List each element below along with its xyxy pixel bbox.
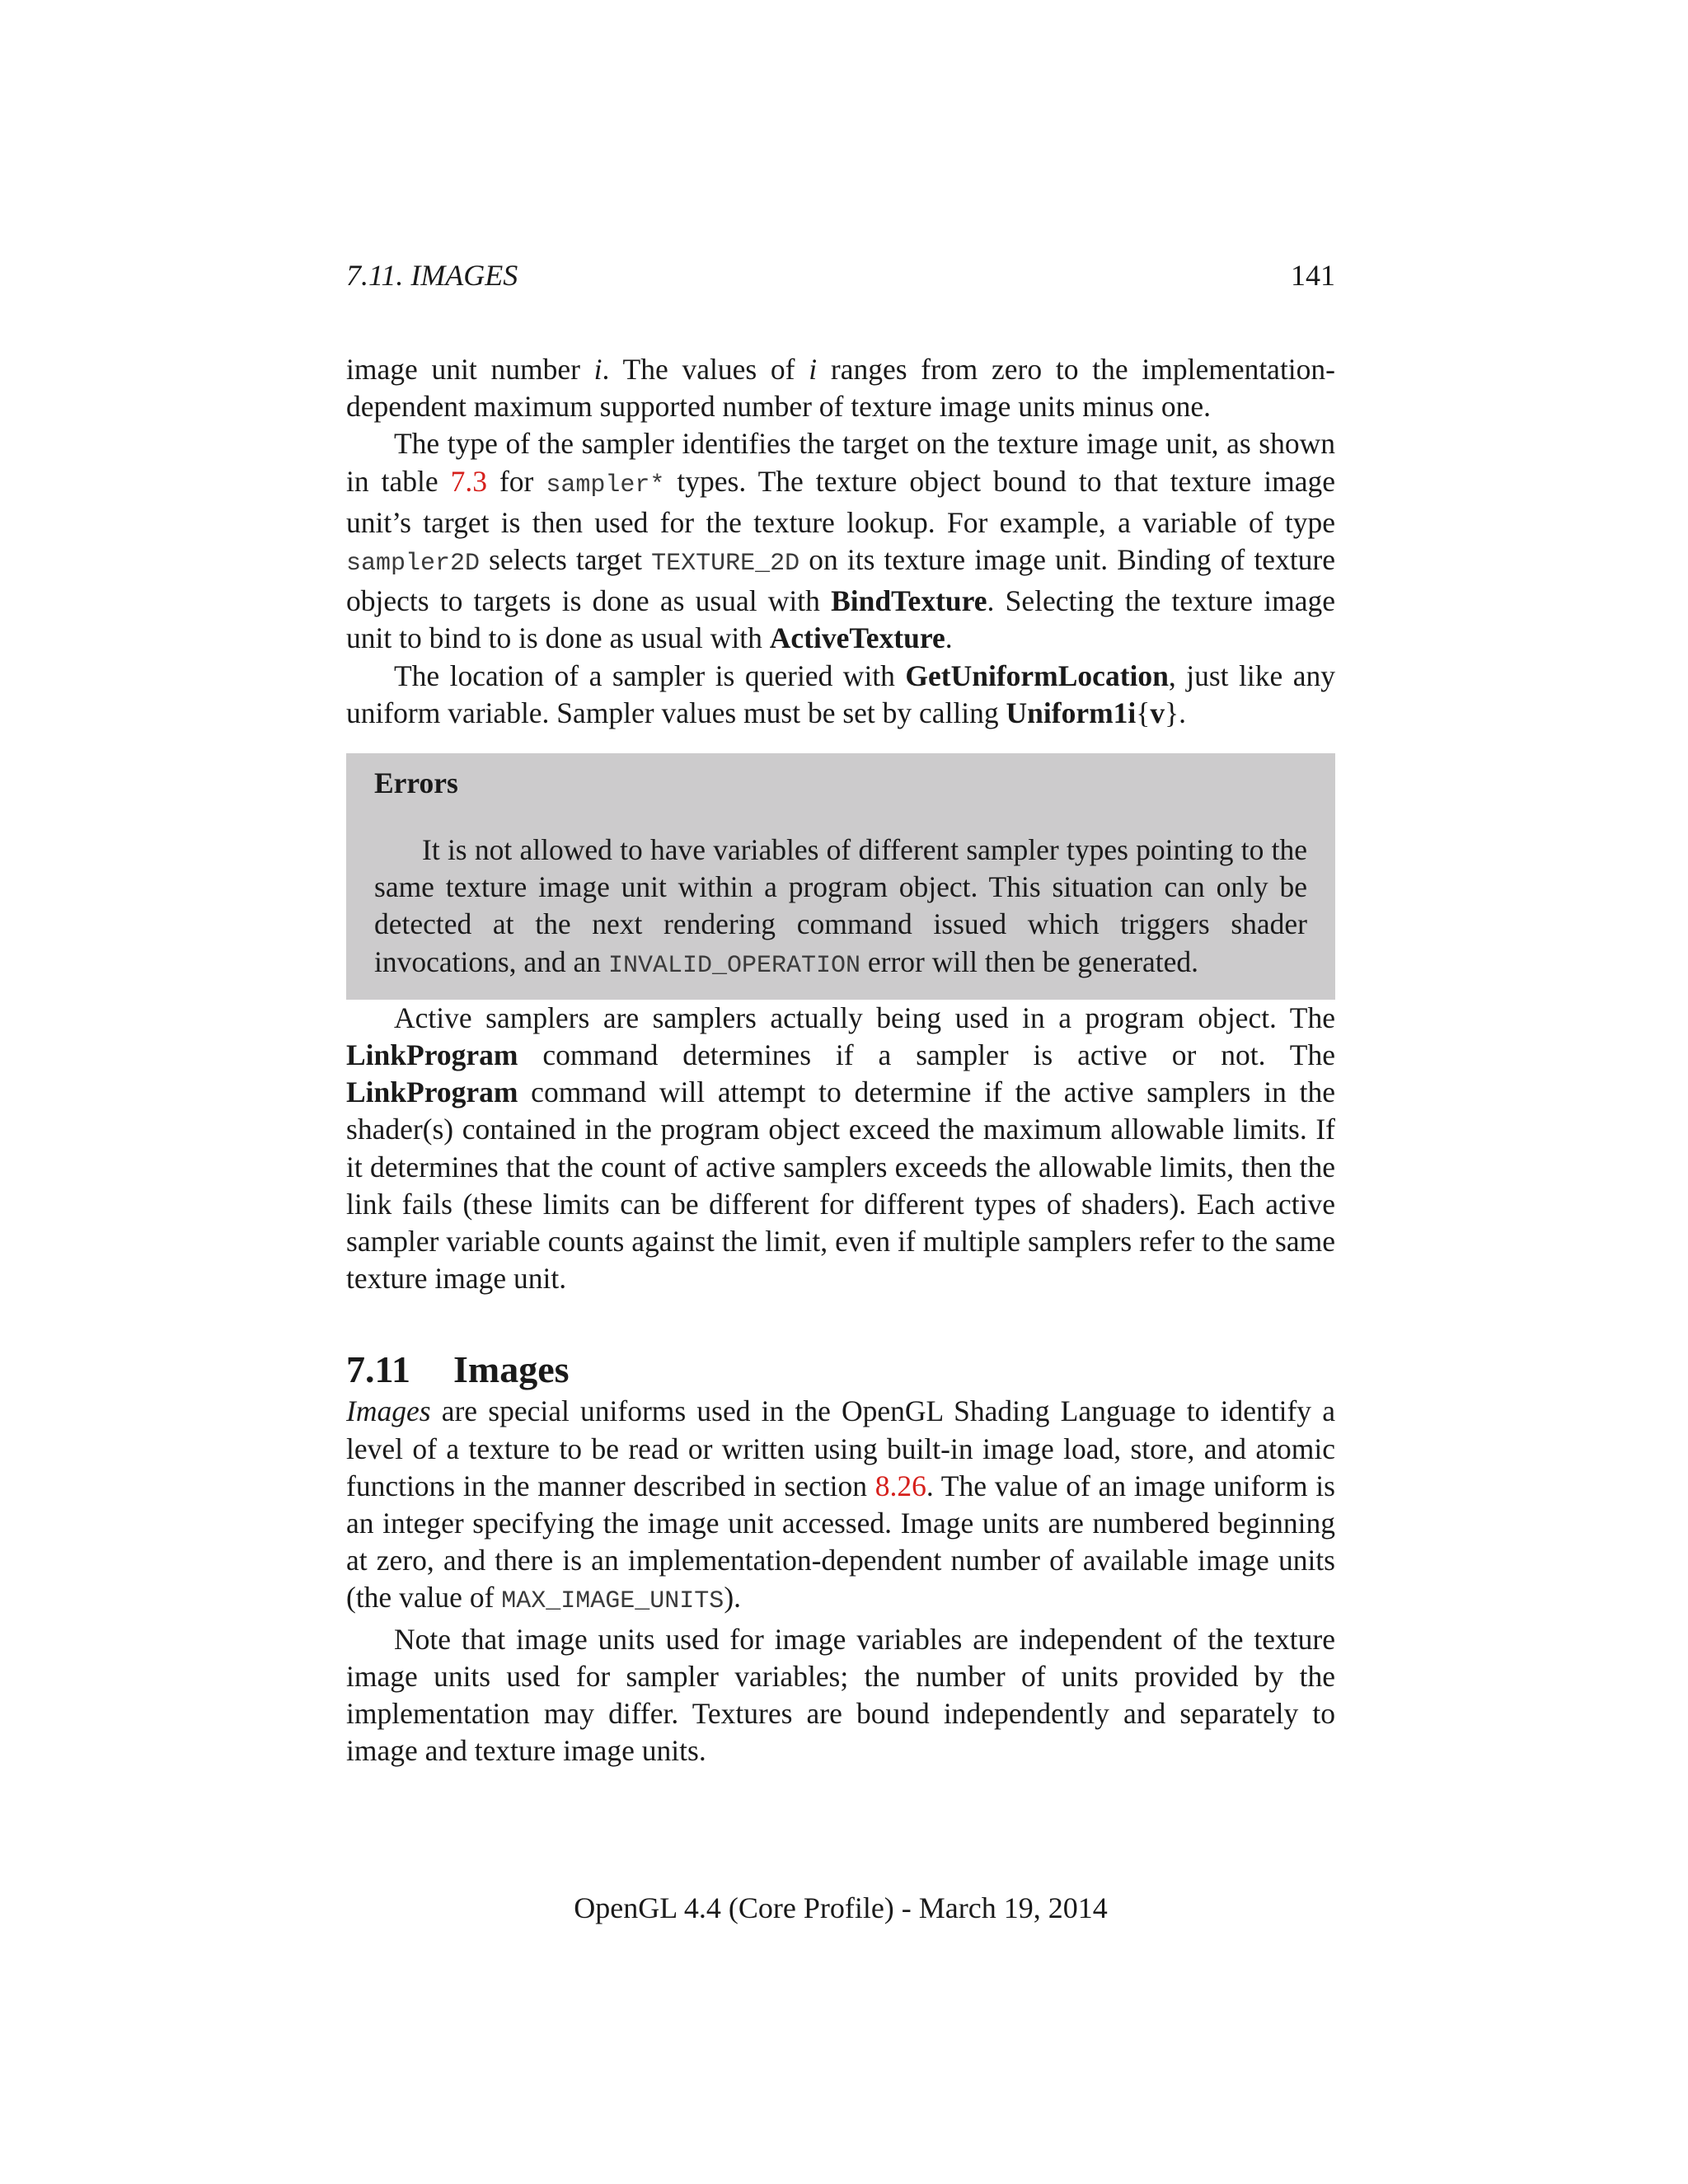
- section-title: Images: [453, 1348, 570, 1391]
- body-text: [346, 351, 1335, 1770]
- defined-term: Images: [346, 1394, 431, 1428]
- brace: }: [1165, 696, 1179, 729]
- text-run: The type of the sampler identifies the target on the texture image unit, as shown in table: [346, 427, 1335, 498]
- text-run: for: [486, 464, 546, 498]
- errors-box: [346, 753, 1335, 1000]
- table-ref-link[interactable]: 7.3: [450, 464, 487, 498]
- math-var: i: [593, 353, 603, 386]
- text-run: Active samplers are samplers actually being used in a program object. The: [394, 1001, 1335, 1034]
- brace: {: [1136, 696, 1151, 729]
- paragraph-2: [346, 425, 1335, 657]
- text-run: selects target: [480, 543, 652, 577]
- paragraph-5: [346, 1393, 1335, 1620]
- command-name: Uniform1i: [1006, 696, 1137, 729]
- page-footer: OpenGL 4.4 (Core Profile) - March 19, 2014: [574, 1891, 1108, 1924]
- command-name: LinkProgram: [346, 1076, 518, 1109]
- text-run: on its texture image unit. Binding of texture objects to targets is done as usual with: [346, 543, 1336, 618]
- command-name: ActiveTexture: [769, 621, 945, 655]
- text-run: . Selecting the texture image unit to bind to is done as usual with: [346, 584, 1335, 655]
- text-run: error will then be generated.: [860, 944, 1199, 978]
- text-run: types. The texture object bound to that texture image unit’s target is then used for the texture lookup. For example, a variable of type: [346, 464, 1335, 539]
- text-run: . The value of an image uniform is an integer specifying the image unit accessed. Image units are numbered beginning at zero, and there is an implementation-dependent number of available image units (the value of: [346, 1469, 1335, 1615]
- math-var: i: [809, 353, 818, 386]
- text-run: .: [945, 621, 953, 655]
- text-run: The location of a sampler is queried with: [394, 658, 906, 692]
- code-token: sampler*: [546, 471, 665, 499]
- text-run: command will attempt to determine if the active samplers in the shader(s) contained in the program object exceed the maximum allowable limits. If it determines that the count of active samplers exceeds the allowable limits, then the link fails (these limits can be different for different types of shaders). Each active sampler variable counts against the limit, even if multiple samplers refer to the same texture image unit.: [346, 1076, 1335, 1296]
- code-token: TEXTURE_2D: [651, 550, 800, 579]
- paragraph-1: [346, 351, 1335, 425]
- code-token: INVALID_OPERATION: [607, 951, 860, 980]
- section-number: 7.11: [346, 1348, 410, 1391]
- text-run: command determines if a sampler is active or not. The: [518, 1038, 1335, 1072]
- code-token: MAX_IMAGE_UNITS: [501, 1587, 724, 1616]
- command-name: GetUniformLocation: [905, 658, 1169, 692]
- text-run: image unit number: [346, 353, 594, 386]
- command-name: BindTexture: [831, 584, 987, 618]
- running-header: [346, 257, 1335, 293]
- errors-text: [374, 832, 1307, 985]
- page: [346, 257, 1335, 1770]
- text-run: It is not allowed to have variables of different sampler types pointing to the same texture image unit within a program object. This situation can only be detected at the next rendering command issued which triggers shader invocations, and an: [374, 833, 1307, 978]
- text-run: . The values of: [602, 353, 809, 386]
- text-run: .: [1179, 696, 1187, 729]
- text-run: , just like any uniform variable. Sampler values must be set by calling: [346, 658, 1336, 729]
- errors-title: Errors: [374, 766, 458, 800]
- paragraph-6: Note that image units used for image variables are independent of the texture image units used for sampler variables; the number of units provided by the implementation may differ. Textures are bound independently and separately to image and texture image units.: [346, 1622, 1335, 1768]
- section-heading: [346, 1347, 1335, 1393]
- text-run: are special uniforms used in the OpenGL Shading Language to identify a level of a texture to be read or written using built-in image load, store, and atomic functions in the manner described in section: [346, 1394, 1335, 1502]
- running-head-section: 7.11. IMAGES: [346, 259, 518, 292]
- command-name: LinkProgram: [346, 1038, 518, 1072]
- code-token: sampler2D: [346, 550, 481, 579]
- paragraph-4: [346, 1000, 1335, 1298]
- text-run: ranges from zero to the implementation-dependent maximum supported number of texture image units minus one.: [346, 353, 1335, 424]
- section-ref-link[interactable]: 8.26: [874, 1469, 926, 1502]
- page-number: 141: [1291, 259, 1335, 292]
- command-suffix: v: [1150, 696, 1165, 729]
- text-run: ).: [724, 1581, 742, 1615]
- paragraph-3: [346, 658, 1335, 732]
